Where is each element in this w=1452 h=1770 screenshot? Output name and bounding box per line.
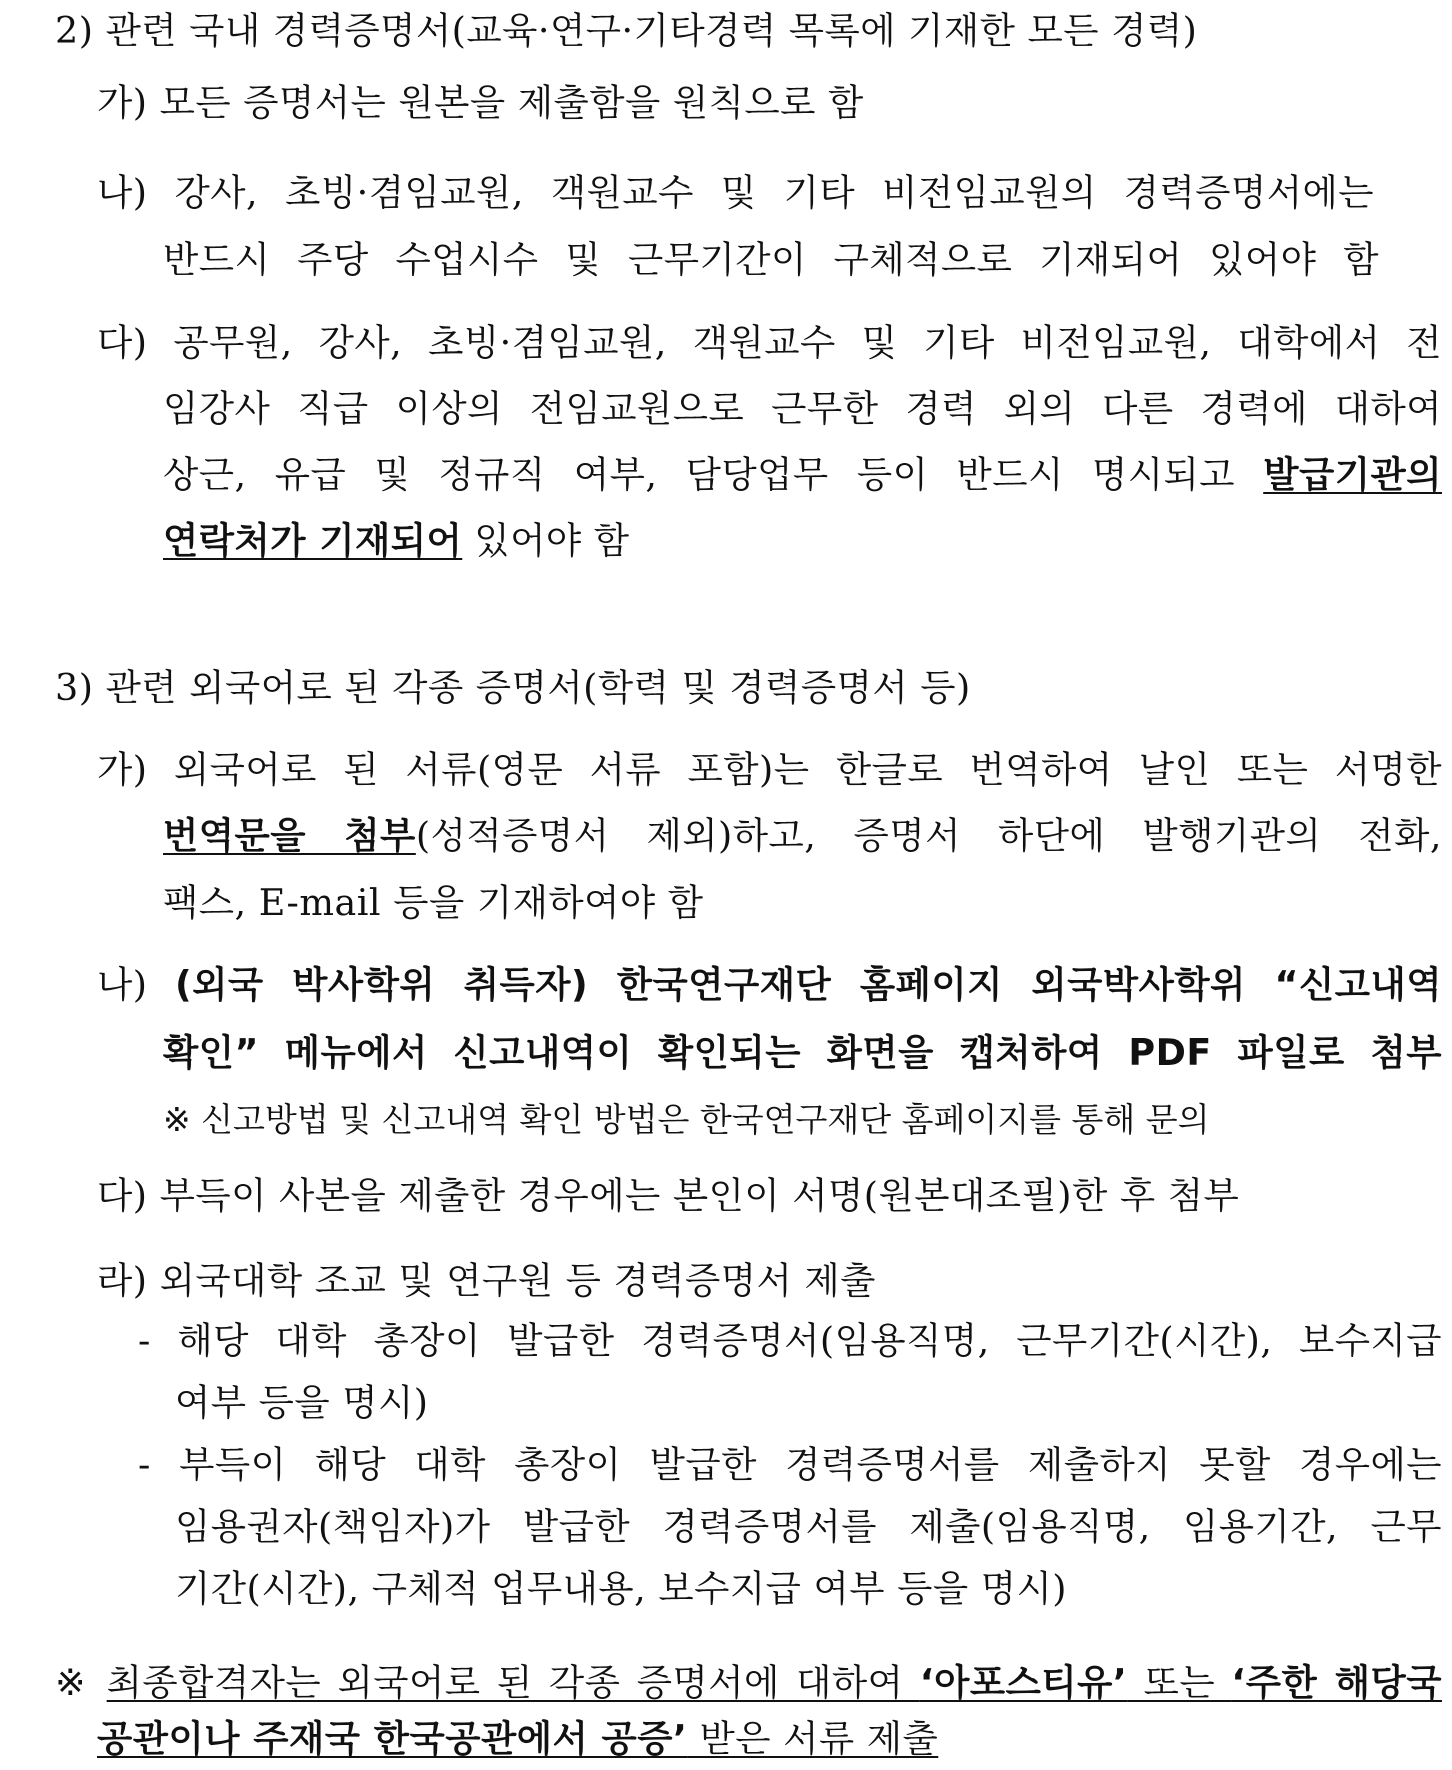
section-3-item-na-note: ※ 신고방법 및 신고내역 확인 방법은 한국연구재단 홈페이지를 통해 문의 (163, 1100, 1210, 1139)
consulate-emphasis-2: 공관이나 주재국 한국공관에서 공증’ (97, 1717, 688, 1760)
ga-line2-text: (성적증명서 제외)하고, 증명서 하단에 발행기관의 전화, (415, 814, 1442, 857)
section-3-heading: 3) 관련 외국어로 된 각종 증명서(학력 및 경력증명서 등) (55, 666, 971, 709)
final-note-mark: ※ (55, 1661, 107, 1704)
section-3-item-ra-dash1-line2: 여부 등을 명시) (175, 1381, 429, 1424)
section-2-item-da-line4 (163, 518, 630, 564)
section-3-item-ra-title: 라) 외국대학 조교 및 연구원 등 경력증명서 제출 (97, 1259, 876, 1302)
section-3-item-na-line1 (97, 962, 1442, 1008)
consulate-emphasis-1: ‘주한 해당국 (1231, 1661, 1442, 1704)
final-note-part1: 최종합격자는 외국어로 된 각종 증명서에 대하여 (106, 1661, 920, 1704)
section-3-item-ra-dash2-line1: - 부득이 해당 대학 총장이 발급한 경력증명서를 제출하지 못할 경우에는 (138, 1443, 1442, 1486)
section-3-item-da: 다) 부득이 사본을 제출한 경우에는 본인이 서명(원본대조필)한 후 첨부 (97, 1174, 1240, 1217)
section-3-item-ra-dash2-line3: 기간(시간), 구체적 업무내용, 보수지급 여부 등을 명시) (175, 1567, 1067, 1610)
section-3-item-ga-line2 (163, 813, 1442, 859)
final-note-part2: 또는 (1127, 1661, 1232, 1704)
da-line4-text: 있어야 함 (462, 519, 630, 562)
contact-emphasis: 연락처가 기재되어 (163, 519, 463, 562)
issuer-emphasis: 발급기관의 (1263, 453, 1442, 496)
section-2-item-da-line3 (163, 452, 1442, 498)
section-2-item-na-line2: 반드시 주당 수업시수 및 근무기간이 구체적으로 기재되어 있어야 함 (163, 238, 1379, 281)
section-3-item-ra-dash1-line1: - 해당 대학 총장이 발급한 경력증명서(임용직명, 근무기간(시간), 보수지급 (138, 1319, 1442, 1362)
section-2-heading: 2) 관련 국내 경력증명서(교육·연구·기타경력 목록에 기재한 모든 경력) (55, 9, 1198, 52)
section-3-item-ra-dash2-line2: 임용권자(책임자)가 발급한 경력증명서를 제출(임용직명, 임용기간, 근무 (175, 1505, 1442, 1548)
section-2-item-ga: 가) 모든 증명서는 원본을 제출함을 원칙으로 함 (97, 81, 864, 124)
na-bold-line1: (외국 박사학위 취득자) 한국연구재단 홈페이지 외국박사학위 “신고내역 (174, 963, 1442, 1006)
final-note-part3: 받은 서류 제출 (687, 1717, 939, 1760)
final-note-line2 (97, 1716, 938, 1762)
section-3-item-na-line2: 확인” 메뉴에서 신고내역이 확인되는 화면을 캡처하여 PDF 파일로 첨부 (163, 1031, 1442, 1074)
na-prefix: 나) (97, 963, 175, 1006)
section-2-item-na-line1: 나) 강사, 초빙·겸임교원, 객원교수 및 기타 비전임교원의 경력증명서에는 (97, 171, 1374, 214)
section-3-item-ga-line1: 가) 외국어로 된 서류(영문 서류 포함)는 한글로 번역하여 날인 또는 서명한 (97, 748, 1442, 791)
final-note-line1 (55, 1660, 1442, 1706)
apostille-emphasis: ‘아포스티유’ (919, 1661, 1128, 1704)
translation-emphasis: 번역문을 첨부 (163, 814, 416, 857)
section-3-item-ga-line3: 팩스, E-mail 등을 기재하여야 함 (163, 881, 704, 924)
da-line3-text: 상근, 유급 및 정규직 여부, 담당업무 등이 반드시 명시되고 (163, 453, 1264, 496)
section-2-item-da-line2: 임강사 직급 이상의 전임교원으로 근무한 경력 외의 다른 경력에 대하여 (163, 387, 1442, 430)
section-2-item-da-line1: 다) 공무원, 강사, 초빙·겸임교원, 객원교수 및 기타 비전임교원, 대학에서 전 (97, 321, 1442, 364)
